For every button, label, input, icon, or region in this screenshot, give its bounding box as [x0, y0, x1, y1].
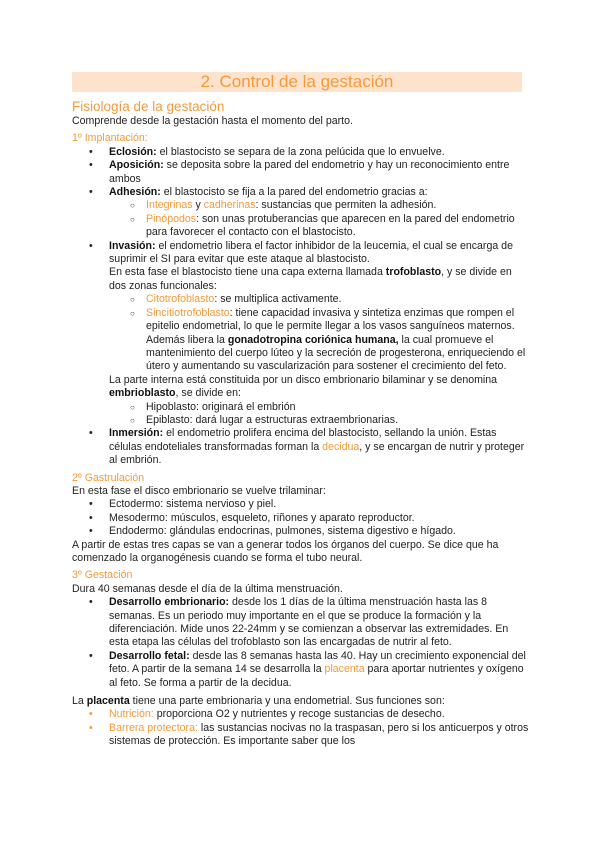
trofoblasto-sublist: [109, 293, 530, 373]
implantacion-list: [72, 146, 530, 468]
list-item: ○ Pinópodos: son unas protuberancias que aparecen en la pared del endometrio para favorecer el contacto con el blastocisto.: [109, 213, 530, 240]
placenta-intro: La placenta tiene una parte embrionaria y una endometrial. Sus funciones son:: [72, 695, 445, 708]
heading-implantacion: 1º Implantación:: [72, 132, 148, 145]
gastrulacion-intro: En esta fase el disco embrionario se vuelve trilaminar:: [72, 484, 326, 497]
list-item: ○ Hipoblasto: originará el embrión: [109, 401, 530, 414]
list-item: • Nutrición: proporciona O2 y nutrientes y recoge sustancias de desecho.: [72, 708, 530, 721]
list-item: • Desarrollo fetal: desde las 8 semanas hasta las 40. Hay un crecimiento exponencial del feto. A partir de la semana 14 se desarrolla la placenta para aportar nutrientes y oxígeno al feto. Se forma a partir de la decidua.: [72, 650, 530, 690]
fisiologia-intro: Comprende desde la gestación hasta el momento del parto.: [72, 115, 353, 127]
heading-gestacion: 3º Gestación: [72, 569, 133, 582]
list-item: • Barrera protectora: las sustancias nocivas no la traspasan, pero si los anticuerpos y otros sistemas de protección. Es importante saber que los: [72, 722, 530, 749]
adhesion-sublist: [109, 199, 530, 239]
list-item: • Eclosión: el blastocisto se separa de la zona pelúcida que lo envuelve.: [72, 146, 530, 159]
list-item: • Mesodermo: músculos, esqueleto, riñones y aparato reproductor.: [72, 512, 530, 525]
gestacion-list: [72, 596, 530, 690]
document-body: [72, 97, 530, 749]
section-heading-fisiologia: Fisiología de la gestación: [72, 99, 225, 114]
gastrulacion-list: [72, 498, 530, 538]
page-title: 2. Control de la gestación: [72, 72, 522, 92]
gastrulacion-outro: A partir de estas tres capas se van a generar todos los órganos del cuerpo. Se dice que ha comenzado la organogénesis cuando se forma el tubo neural.: [72, 538, 499, 564]
list-item: • Ectodermo: sistema nervioso y piel.: [72, 498, 530, 511]
heading-gastrulacion: 2º Gastrulación: [72, 471, 145, 484]
list-item: • Invasión: el endometrio libera el factor inhibidor de la leucemia, el cual se encarga de suprimir el SI para evitar que este ataque al blastocisto. En esta fase el blastocisto tiene una capa externa llamada trofoblasto, y se divide en dos zonas funcionales: ○ Citotrofoblasto: se multiplica activamente. ○ Sincitiotrofoblasto: tiene capacidad invasiva y sintetiza enzimas que rompen el epitelio endometrial, lo que le permite llegar a los vasos sanguíneos maternos. Además libera la gonadotropina coriónica humana, la cual promueve el mantenimiento del cuerpo lúteo y la secreción de progesterona, enriqueciendo el útero y aumentando su vascularización para sostener el crecimiento del feto. La parte interna está constituida por un disco embrionario bilaminar y se denomina embrioblasto, se divide en: ○ Hipoblasto: originará el embrión ○ Epiblasto: dará lugar a estructuras extraembrionarias.: [72, 240, 530, 428]
list-item: ○ Integrinas y cadherinas: sustancias que permiten la adhesión.: [109, 199, 530, 212]
gestacion-intro: Dura 40 semanas desde el día de la última menstruación.: [72, 582, 343, 595]
list-item: ○ Citotrofoblasto: se multiplica activamente.: [109, 293, 530, 306]
embrioblasto-sublist: [109, 401, 530, 428]
list-item: ○ Epiblasto: dará lugar a estructuras extraembrionarias.: [109, 414, 530, 427]
list-item: • Aposición: se deposita sobre la pared del endometrio y hay un reconocimiento entre ambos: [72, 159, 530, 186]
list-item: • Adhesión: el blastocisto se fija a la pared del endometrio gracias a: ○ Integrinas y cadherinas: sustancias que permiten la adhesión. ○ Pinópodos: son unas protuberancias que aparecen en la pared del endometrio para favorecer el contacto con el blastocisto.: [72, 186, 530, 240]
list-item: • Desarrollo embrionario: desde los 1 días de la última menstruación hasta las 8 semanas. Es un periodo muy importante en el que se produce la formación y la diferenciación. Mide unos 22-24mm y se comienzan a observar las extremidades. En esta etapa las células del trofoblasto son las encargadas de nutrir al feto.: [72, 596, 530, 650]
placenta-functions-list: [72, 708, 530, 748]
list-item: • Inmersión: el endometrio prolifera encima del blastocisto, sellando la unión. Estas células endoteliales transformadas forman la decidua, y se encargan de nutrir y proteger al embrión.: [72, 427, 530, 467]
list-item: • Endodermo: glándulas endocrinas, pulmones, sistema digestivo e hígado.: [72, 525, 530, 538]
list-item: ○ Sincitiotrofoblasto: tiene capacidad invasiva y sintetiza enzimas que rompen el epitelio endometrial, lo que le permite llegar a los vasos sanguíneos maternos. Además libera la gonadotropina coriónica humana, la cual promueve el mantenimiento del cuerpo lúteo y la secreción de progesterona, enriqueciendo el útero y aumentando su vascularización para sostener el crecimiento del feto.: [109, 307, 530, 374]
